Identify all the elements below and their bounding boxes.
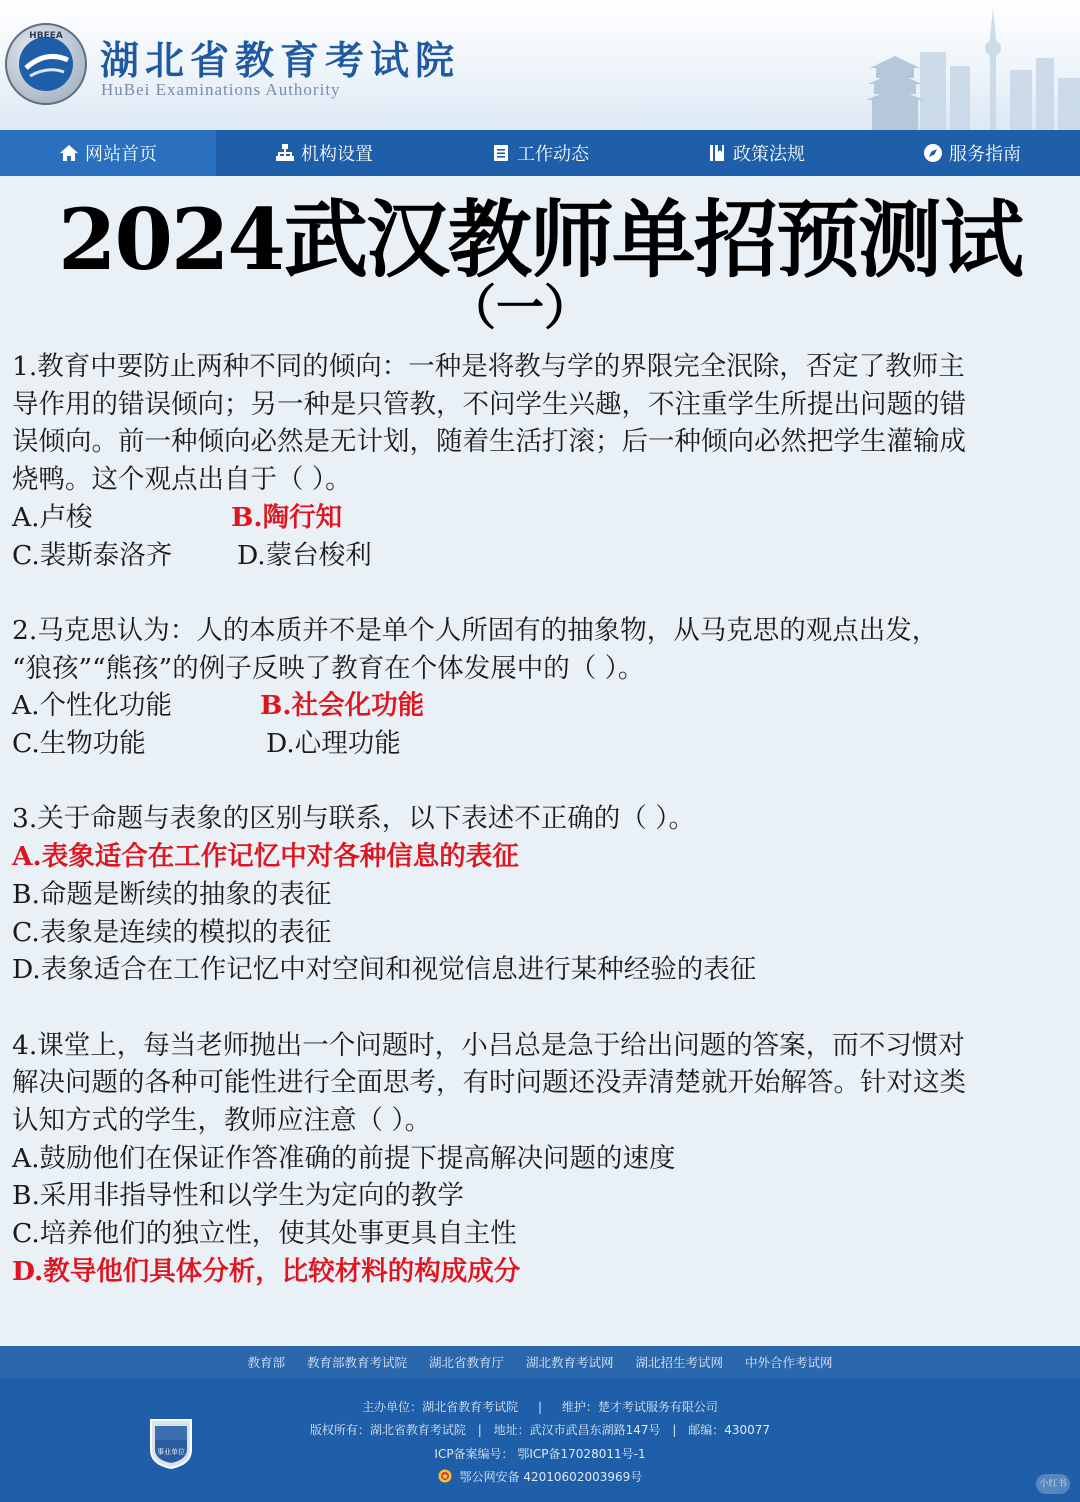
question-text-line: 烧鸭。这个观点出自于（ ）。 bbox=[12, 464, 352, 496]
option-b-correct: B.陶行知 bbox=[231, 501, 343, 533]
question-4 bbox=[12, 1027, 1062, 1291]
page-title: 2024武汉教师单招预测试 bbox=[58, 190, 1022, 289]
book-icon bbox=[707, 143, 727, 163]
option-b: B.命题是断续的抽象的表征 bbox=[12, 878, 332, 910]
footer-link-hubei-edu[interactable]: 湖北省教育厅 bbox=[428, 1355, 504, 1370]
logo-text: HBEEA bbox=[29, 31, 63, 41]
footer-info bbox=[0, 1378, 1080, 1502]
question-text-line: 认知方式的学生，教师应注意（ ）。 bbox=[12, 1105, 432, 1137]
question-2 bbox=[12, 612, 1062, 763]
footer-postcode: 邮编：430077 bbox=[688, 1423, 771, 1437]
footer-host: 主办单位：湖北省教育考试院 bbox=[362, 1400, 519, 1414]
option-c: C.生物功能 bbox=[12, 728, 146, 760]
option-a: A.个性化功能 bbox=[12, 690, 173, 722]
page-subtitle: （一） bbox=[447, 280, 592, 336]
question-text-line: “狼孩”“熊孩”的例子反映了教育在个体发展中的（ ）。 bbox=[12, 652, 645, 684]
option-a: A.卢梭 bbox=[12, 501, 93, 533]
main-nav bbox=[0, 130, 1080, 176]
org-chart-icon bbox=[275, 143, 295, 163]
home-icon bbox=[59, 143, 79, 163]
nav-item-label: 服务指南 bbox=[949, 144, 1021, 165]
question-1 bbox=[12, 348, 1062, 574]
option-c: C.裴斯泰洛齐 bbox=[12, 539, 173, 571]
footer-sep: | bbox=[477, 1423, 482, 1437]
site-title[interactable]: 湖北省教育考试院 bbox=[100, 38, 461, 84]
footer-link-hubei-admission[interactable]: 湖北招生考试网 bbox=[635, 1355, 724, 1370]
option-d: D.蒙台梭利 bbox=[237, 539, 372, 571]
police-badge-icon bbox=[438, 1469, 452, 1483]
footer-address: 地址：武汉市武昌东湖路147号 bbox=[493, 1423, 661, 1437]
compass-icon bbox=[923, 143, 943, 163]
option-a-correct: A.表象适合在工作记忆中对各种信息的表征 bbox=[12, 841, 519, 873]
option-d: D.心理功能 bbox=[266, 728, 401, 760]
question-text-line: 2.马克思认为：人的本质并不是单个人所固有的抽象物，从马克思的观点出发， bbox=[12, 614, 939, 646]
footer-police: 鄂公网安备 42010602003969号 bbox=[459, 1470, 643, 1484]
nav-item-news[interactable] bbox=[432, 130, 648, 176]
footer-sep: | bbox=[672, 1423, 677, 1437]
nav-item-label: 网站首页 bbox=[85, 144, 157, 165]
option-b-correct: B.社会化功能 bbox=[260, 690, 425, 722]
question-text-line: 解决问题的各种可能性进行全面思考，有时问题还没弄清楚就开始解答。针对这类 bbox=[12, 1067, 966, 1099]
option-d: D.表象适合在工作记忆中对空间和视觉信息进行某种经验的表征 bbox=[12, 954, 757, 986]
option-b: B.采用非指导性和以学生为定向的教学 bbox=[12, 1180, 464, 1212]
option-d-correct: D.教导他们具体分析，比较材料的构成成分 bbox=[12, 1255, 521, 1287]
footer-line-copyright bbox=[0, 1421, 1080, 1438]
nav-item-label: 政策法规 bbox=[733, 144, 805, 165]
nav-item-home[interactable] bbox=[0, 130, 216, 176]
question-text-line: 导作用的错误倾向；另一种是只管教，不问学生兴趣，不注重学生所提出问题的错 bbox=[12, 388, 966, 420]
option-c: C.培养他们的独立性，使其处事更具自主性 bbox=[12, 1218, 517, 1250]
badge-text: 事业单位 bbox=[157, 1448, 185, 1456]
footer-sep: | bbox=[537, 1400, 543, 1414]
option-a: A.鼓励他们在保证作答准确的前提下提高解决问题的速度 bbox=[12, 1142, 676, 1174]
watermark: 小红书 bbox=[1036, 1474, 1070, 1494]
footer-copyright: 版权所有：湖北省教育考试院 bbox=[309, 1423, 466, 1437]
document-icon bbox=[491, 143, 511, 163]
nav-item-policy[interactable] bbox=[648, 130, 864, 176]
question-text-line: 4.课堂上，每当老师抛出一个问题时，小吕总是急于给出问题的答案，而不习惯对 bbox=[12, 1029, 965, 1061]
skyline-illustration bbox=[840, 8, 1080, 130]
site-subtitle: HuBei Examinations Authority bbox=[101, 80, 341, 99]
nav-item-label: 工作动态 bbox=[517, 144, 589, 165]
footer-maintainer: 维护：楚才考试服务有限公司 bbox=[561, 1400, 718, 1414]
nav-item-service-guide[interactable] bbox=[864, 130, 1080, 176]
question-list bbox=[12, 348, 1062, 1291]
question-text-line: 1.教育中要防止两种不同的倾向：一种是将教与学的界限完全泯除，否定了教师主 bbox=[12, 351, 965, 382]
option-c: C.表象是连续的模拟的表征 bbox=[12, 916, 332, 948]
footer-link-sino-foreign[interactable]: 中外合作考试网 bbox=[745, 1355, 833, 1370]
footer-line-police[interactable] bbox=[0, 1468, 1080, 1485]
nav-item-label: 机构设置 bbox=[301, 144, 373, 165]
footer-link-moe[interactable]: 教育部 bbox=[247, 1355, 285, 1370]
footer-links-bar bbox=[0, 1346, 1080, 1378]
question-3 bbox=[12, 800, 1062, 989]
footer-link-hubei-exam[interactable]: 湖北教育考试网 bbox=[526, 1355, 614, 1370]
question-text-line: 误倾向。前一种倾向必然是无计划，随着生活打滚；后一种倾向必然把学生灌输成 bbox=[12, 426, 966, 458]
footer-line-host bbox=[0, 1398, 1080, 1415]
exam-authority-logo[interactable] bbox=[4, 22, 88, 106]
nav-item-organization[interactable] bbox=[216, 130, 432, 176]
footer-link-neea[interactable]: 教育部教育考试院 bbox=[306, 1355, 407, 1370]
site-header bbox=[0, 0, 1080, 130]
question-text-line: 3.关于命题与表象的区别与联系，以下表述不正确的（ ）。 bbox=[12, 803, 695, 835]
footer-icp[interactable]: ICP备案编号： 鄂ICP备17028011号-1 bbox=[434, 1447, 646, 1461]
